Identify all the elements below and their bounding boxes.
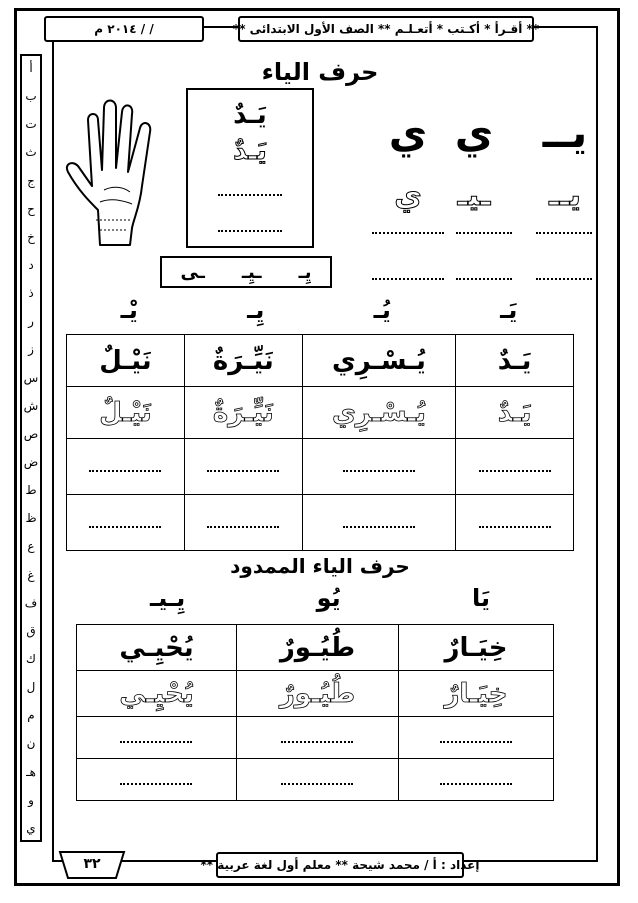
madd-form-alif: يَا <box>471 584 490 612</box>
sidebar-letter: ذ <box>28 286 34 301</box>
table-cell-write <box>67 495 185 551</box>
table-cell-write <box>236 759 398 801</box>
hand-icon <box>60 90 170 250</box>
sidebar-letter: ن <box>26 736 36 751</box>
form-alif-maqsura: ـى <box>180 261 205 283</box>
table-cell-trace: يَـدٌ <box>456 387 574 439</box>
sidebar-letter: أ <box>29 61 33 75</box>
letter-initial: يــ <box>542 108 588 157</box>
sidebar-letter: ش <box>23 398 39 413</box>
table-cell-write <box>302 439 455 495</box>
write-line <box>372 232 444 234</box>
madd-form-waw: يُو <box>316 584 341 612</box>
write-line <box>456 278 512 280</box>
diacritic-fatha: يَـ <box>500 296 518 324</box>
sidebar-letter: و <box>28 792 34 807</box>
sidebar-letter: ط <box>25 483 37 498</box>
table-cell-word: طُيُـورٌ <box>236 625 398 671</box>
sidebar-letter: ت <box>25 117 37 132</box>
table-cell-word: نَيْـلٌ <box>67 335 185 387</box>
sidebar-letter: د <box>28 257 34 272</box>
sidebar-letter: ف <box>24 595 38 610</box>
sidebar-letter: م <box>27 708 35 723</box>
table-cell-write <box>184 439 302 495</box>
table-cell-trace: نَيْـلٌ <box>67 387 185 439</box>
sidebar-letter: ق <box>26 623 36 638</box>
sidebar-letter: ع <box>27 539 35 554</box>
sidebar-letter: ح <box>27 201 35 216</box>
table-cell-write <box>77 759 237 801</box>
sidebar-letter: ب <box>25 89 37 104</box>
sidebar-letter: خ <box>27 229 35 244</box>
table-cell-trace: يُحْيِـي <box>77 671 237 717</box>
table-cell-write <box>398 717 553 759</box>
table-cell-write <box>398 759 553 801</box>
table-cell-word: خِيَـارٌ <box>398 625 553 671</box>
sidebar-letter: ي <box>26 820 36 835</box>
sidebar-letter: ث <box>25 145 37 160</box>
table-cell-write <box>302 495 455 551</box>
table-cell-word: يَـدٌ <box>456 335 574 387</box>
words-table-1 <box>66 334 574 551</box>
table-cell-trace: نَيِّـرَةٌ <box>184 387 302 439</box>
footer-credit: إعداد : أ / محمد شيحة ** معلم أول لغة عربية ** <box>216 852 464 878</box>
table-cell-trace: يُـسْـرِي <box>302 387 455 439</box>
sidebar-letter: ج <box>27 173 35 188</box>
sidebar-letter: ض <box>23 454 39 469</box>
madd-forms-row <box>150 584 490 612</box>
table-cell-write <box>456 439 574 495</box>
table-cell-trace: طُيُـورٌ <box>236 671 398 717</box>
sidebar-letter: ظ <box>25 511 37 526</box>
table-cell-write <box>184 495 302 551</box>
form-kasra-medial: ـيِـ <box>241 261 262 283</box>
card-word: يَـدٌ <box>233 100 267 130</box>
word-card <box>186 88 314 248</box>
table-cell-word: نَيِّـرَةٌ <box>184 335 302 387</box>
alphabet-sidebar <box>20 54 42 842</box>
write-line <box>456 232 512 234</box>
madd-form-ya: يِـيـ <box>150 584 186 612</box>
table-cell-write <box>456 495 574 551</box>
diacritic-row <box>66 296 572 324</box>
table-cell-write <box>67 439 185 495</box>
letter-final: ي <box>388 108 428 157</box>
card-write-line <box>218 230 282 232</box>
words-table-2 <box>76 624 554 801</box>
diacritic-kasra: يِـ <box>247 296 265 324</box>
trace-initial: يــ <box>549 178 581 213</box>
write-line <box>536 232 592 234</box>
section-title-ya: حرف الياء <box>261 58 379 86</box>
table-cell-write <box>236 717 398 759</box>
diacritic-damma: يُـ <box>373 296 391 324</box>
card-write-line <box>218 194 282 196</box>
forms-box <box>160 256 332 288</box>
header-date: / / ٢٠١٤ م <box>44 16 204 42</box>
trace-medial: ـيـ <box>457 178 491 213</box>
card-word-trace: يَـدٌ <box>233 136 267 166</box>
sidebar-letter: غ <box>27 567 35 582</box>
table-cell-trace: خِيَـارٌ <box>398 671 553 717</box>
diacritic-sukun: يْـ <box>120 296 138 324</box>
sidebar-letter: س <box>23 370 39 385</box>
table-cell-write <box>77 717 237 759</box>
page-number: ٣٢ <box>83 856 101 872</box>
write-line <box>372 278 444 280</box>
sidebar-letter: ص <box>23 426 39 441</box>
table-cell-word: يُـسْـرِي <box>302 335 455 387</box>
letter-medial: ي <box>454 108 494 157</box>
sidebar-letter: ز <box>28 342 34 357</box>
sidebar-letter: ل <box>26 680 36 695</box>
form-kasra-initial: يِـ <box>298 261 312 283</box>
write-line <box>536 278 592 280</box>
sidebar-letter: هـ <box>26 764 36 779</box>
sidebar-letter: ك <box>26 651 36 666</box>
sidebar-letter: ر <box>28 314 34 329</box>
trace-final: ي <box>394 178 422 213</box>
section-title-madd: حرف الياء الممدود <box>230 554 410 578</box>
header-title: ** أقـرأ * أكـتب * أتعـلـم ** الصف الأول الابتدائى ** <box>238 16 534 42</box>
table-cell-word: يُحْيِـي <box>77 625 237 671</box>
